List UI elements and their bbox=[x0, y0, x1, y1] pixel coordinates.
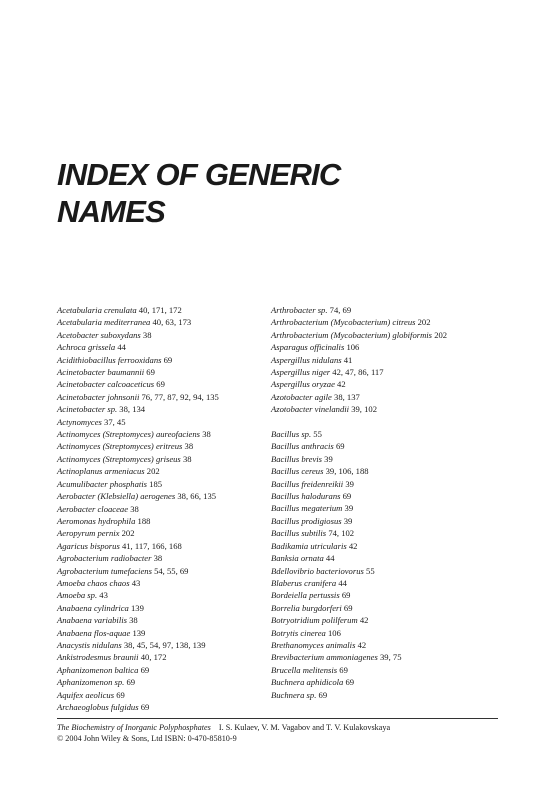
index-entry bbox=[57, 478, 267, 490]
entry-name: Badikamia utricularis bbox=[271, 540, 347, 551]
entry-pages: 74, 69 bbox=[329, 305, 352, 315]
index-entry bbox=[57, 490, 267, 502]
index-entry bbox=[271, 527, 496, 539]
entry-pages: 139 bbox=[131, 602, 144, 613]
entry-pages: 69 bbox=[335, 441, 345, 452]
footer-copyright: © 2004 John Wiley & Sons, Ltd ISBN: 0-470-85810-9 bbox=[57, 734, 237, 743]
index-entry bbox=[57, 614, 267, 626]
entry-pages: 44 bbox=[338, 577, 347, 588]
entry-pages: 39 bbox=[343, 515, 353, 526]
index-entry bbox=[271, 354, 496, 366]
entry-pages: 40, 63, 173 bbox=[152, 317, 192, 328]
entry-pages: 202 bbox=[417, 317, 431, 328]
index-entry bbox=[271, 316, 496, 328]
entry-name: Borrelia burgdorferi bbox=[271, 602, 342, 613]
entry-name: Agaricus bisporus bbox=[57, 540, 120, 551]
index-entry bbox=[57, 527, 267, 539]
entry-name: Bdellovibrio bacteriovorus bbox=[271, 565, 364, 576]
entry-name: Actinoplanus armeniacus bbox=[57, 466, 145, 477]
index-entry bbox=[57, 354, 267, 366]
index-entry bbox=[271, 540, 496, 552]
entry-pages: 69 bbox=[343, 602, 353, 613]
index-entry bbox=[271, 465, 496, 477]
entry-pages: 69 bbox=[126, 677, 136, 688]
index-entry bbox=[57, 639, 267, 651]
index-entry bbox=[57, 651, 267, 663]
entry-name: Acinetobacter calcoaceticus bbox=[57, 379, 155, 390]
index-entry bbox=[57, 701, 267, 713]
index-entry bbox=[271, 453, 496, 465]
entry-name: Amoeba chaos chaos bbox=[57, 577, 130, 588]
entry-pages: 39 bbox=[345, 478, 354, 489]
index-entry bbox=[57, 540, 267, 552]
entry-pages: 55 bbox=[313, 429, 322, 440]
index-entry bbox=[57, 378, 267, 390]
index-entry bbox=[57, 664, 267, 676]
entry-pages: 38 bbox=[142, 329, 152, 340]
entry-name: Anabaena flos-aquae bbox=[57, 627, 131, 638]
page-title-line-2: NAMES bbox=[57, 194, 165, 229]
index-entry bbox=[271, 515, 496, 527]
entry-name: Aphanizomenon baltica bbox=[57, 664, 139, 675]
entry-pages: 38 bbox=[202, 429, 211, 440]
entry-pages: 38, 66, 135 bbox=[177, 491, 217, 502]
entry-pages: 39 bbox=[344, 503, 354, 514]
entry-pages: 202 bbox=[434, 329, 448, 340]
entry-pages: 42 bbox=[357, 639, 367, 650]
index-entry bbox=[57, 316, 267, 328]
index-entry bbox=[271, 589, 496, 601]
entry-pages: 106 bbox=[327, 627, 341, 638]
entry-pages: 74, 102 bbox=[328, 528, 355, 539]
index-entry bbox=[57, 403, 267, 415]
entry-name: Acetabularia crenulata bbox=[57, 305, 137, 315]
entry-name: Actinomyces (Streptomyces) eritreus bbox=[57, 441, 183, 452]
entry-pages: 69 bbox=[116, 689, 125, 700]
entry-name: Aeropyrum pernix bbox=[57, 528, 120, 539]
entry-pages: 69 bbox=[318, 689, 328, 700]
entry-pages: 38, 134 bbox=[119, 404, 146, 415]
entry-pages: 69 bbox=[140, 664, 150, 675]
index-entry bbox=[57, 503, 267, 515]
entry-pages: 38 bbox=[130, 503, 139, 514]
index-entry bbox=[57, 465, 267, 477]
entry-name: Aspergillus niger bbox=[271, 367, 331, 378]
page-footer bbox=[57, 722, 390, 744]
entry-name: Aeromonas hydrophila bbox=[57, 515, 136, 526]
entry-pages: 202 bbox=[146, 466, 160, 477]
entry-name: Agrobacterium radiobacter bbox=[57, 553, 152, 564]
entry-name: Aspergillus nidulans bbox=[271, 354, 342, 365]
index-entry bbox=[57, 391, 267, 403]
index-entry bbox=[271, 565, 496, 577]
entry-pages: 54, 55, 69 bbox=[154, 565, 189, 576]
entry-pages: 38, 137 bbox=[334, 391, 360, 402]
entry-pages: 42 bbox=[337, 379, 346, 390]
entry-pages: 44 bbox=[117, 342, 126, 353]
entry-pages: 40, 171, 172 bbox=[138, 305, 182, 315]
index-entry bbox=[271, 478, 496, 490]
entry-pages: 69 bbox=[140, 702, 150, 712]
entry-pages: 38, 45, 54, 97, 138, 139 bbox=[123, 639, 206, 650]
entry-name: Azotobacter agile bbox=[271, 391, 332, 402]
entry-name: Acetabularia mediterranea bbox=[57, 317, 151, 328]
entry-name: Acinetobacter baumannii bbox=[57, 367, 145, 378]
entry-pages: 42 bbox=[348, 540, 358, 551]
index-entry bbox=[57, 577, 267, 589]
page-title-line-1: INDEX OF GENERIC bbox=[57, 157, 341, 192]
index-entry bbox=[57, 515, 267, 527]
index-entry bbox=[271, 329, 496, 341]
entry-pages: 69 bbox=[163, 354, 173, 365]
entry-name: Bacillus megaterium bbox=[271, 503, 343, 514]
entry-pages: 39, 102 bbox=[351, 404, 377, 415]
entry-pages: 69 bbox=[156, 379, 165, 390]
entry-name: Acidithiobacillus ferrooxidans bbox=[57, 354, 162, 365]
entry-name: Ankistrodesmus braunii bbox=[57, 652, 139, 663]
index-entry bbox=[271, 391, 496, 403]
index-column-right bbox=[271, 304, 496, 701]
entry-name: Aerobacter cloaceae bbox=[57, 503, 129, 514]
page-title bbox=[57, 156, 340, 230]
entry-name: Amoeba sp. bbox=[57, 590, 98, 601]
entry-name: Bacillus sp. bbox=[271, 429, 312, 440]
entry-pages: 188 bbox=[137, 515, 151, 526]
index-entry bbox=[57, 453, 267, 465]
index-entry bbox=[271, 440, 496, 452]
index-entry bbox=[57, 676, 267, 688]
entry-pages: 185 bbox=[149, 478, 163, 489]
entry-pages: 42 bbox=[359, 615, 369, 626]
entry-name: Botrytis cinerea bbox=[271, 627, 326, 638]
entry-pages: 76, 77, 87, 92, 94, 135 bbox=[141, 391, 219, 402]
entry-name: Acetobacter suboxydans bbox=[57, 329, 141, 340]
index-entry bbox=[271, 341, 496, 353]
entry-pages: 69 bbox=[146, 367, 155, 378]
index-entry bbox=[271, 552, 496, 564]
entry-pages: 41 bbox=[343, 354, 353, 365]
entry-name: Botryotridium polilferum bbox=[271, 615, 358, 626]
entry-pages: 38 bbox=[182, 453, 192, 464]
entry-name: Actynomyces bbox=[57, 416, 102, 427]
entry-pages: 55 bbox=[366, 565, 375, 576]
entry-name: Asparagus officinalis bbox=[271, 342, 345, 353]
index-entry bbox=[57, 428, 267, 440]
entry-pages: 42, 47, 86, 117 bbox=[332, 367, 384, 378]
entry-name: Bacillus cereus bbox=[271, 466, 324, 477]
index-entry bbox=[57, 341, 267, 353]
entry-pages: 39, 75 bbox=[380, 652, 402, 663]
entry-name: Brucella melitensis bbox=[271, 664, 338, 675]
entry-name: Aerobacter (Klebsiella) aerogenes bbox=[57, 491, 176, 502]
entry-pages: 39 bbox=[324, 453, 333, 464]
index-entry bbox=[57, 440, 267, 452]
index-entry bbox=[271, 689, 496, 701]
index-entry bbox=[57, 366, 267, 378]
entry-name: Buchnera aphidicola bbox=[271, 677, 344, 688]
index-entry bbox=[271, 428, 496, 440]
entry-name: Acinetobacter johnsonii bbox=[57, 391, 140, 402]
entry-name: Aquifex aeolicus bbox=[57, 689, 115, 700]
entry-name: Bordeiella pertussis bbox=[271, 590, 340, 601]
entry-name: Aphanizomenon sp. bbox=[57, 677, 125, 688]
entry-name: Bacillus subtilis bbox=[271, 528, 327, 539]
index-entry bbox=[57, 565, 267, 577]
entry-name: Acinetobacter sp. bbox=[57, 404, 118, 415]
entry-pages: 69 bbox=[339, 664, 348, 675]
entry-pages: 69 bbox=[345, 677, 355, 688]
entry-name: Aspergillus oryzae bbox=[271, 379, 335, 390]
index-entry bbox=[271, 664, 496, 676]
entry-pages: 69 bbox=[341, 590, 351, 601]
index-entry bbox=[271, 614, 496, 626]
entry-name: Brevibacterium ammoniagenes bbox=[271, 652, 378, 663]
index-entry bbox=[271, 502, 496, 514]
entry-pages: 41, 117, 166, 168 bbox=[121, 540, 182, 551]
entry-name: Agrobacterium tumefaciens bbox=[57, 565, 152, 576]
index-entry bbox=[271, 602, 496, 614]
index-entry bbox=[271, 304, 496, 316]
index-entry bbox=[271, 378, 496, 390]
entry-pages: 44 bbox=[325, 553, 335, 564]
entry-pages: 106 bbox=[346, 342, 360, 353]
entry-name: Banksia ornata bbox=[271, 553, 324, 564]
index-entry bbox=[271, 577, 496, 589]
entry-name: Archaeoglobus fulgidus bbox=[57, 702, 139, 712]
entry-name: Bacillus halodurans bbox=[271, 491, 341, 502]
index-entry bbox=[57, 552, 267, 564]
entry-pages: 69 bbox=[342, 491, 352, 502]
entry-name: Actinomyces (Streptomyces) aureofaciens bbox=[57, 429, 201, 440]
index-entry bbox=[271, 676, 496, 688]
index-entry bbox=[271, 651, 496, 663]
entry-name: Anacystis nidulans bbox=[57, 639, 122, 650]
entry-name: Anabaena cylindrica bbox=[57, 602, 129, 613]
entry-name: Azotobacter vinelandii bbox=[271, 404, 350, 415]
entry-pages: 38 bbox=[153, 553, 163, 564]
entry-name: Actinomyces (Streptomyces) griseus bbox=[57, 453, 181, 464]
entry-pages: 202 bbox=[121, 528, 135, 539]
entry-pages: 40, 172 bbox=[140, 652, 167, 663]
entry-name: Bacillus anthracis bbox=[271, 441, 334, 452]
index-entry bbox=[57, 416, 267, 428]
footer-book-title: The Biochemistry of Inorganic Polyphosphates bbox=[57, 723, 211, 732]
entry-name: Bacillus freidenreikii bbox=[271, 478, 344, 489]
index-entry bbox=[57, 689, 267, 701]
index-column-left bbox=[57, 304, 267, 713]
index-entry bbox=[271, 490, 496, 502]
index-entry bbox=[271, 403, 496, 415]
index-entry bbox=[57, 602, 267, 614]
footer-divider bbox=[57, 718, 498, 719]
entry-pages: 43 bbox=[131, 577, 141, 588]
entry-pages: 38 bbox=[129, 615, 138, 626]
entry-pages: 37, 45 bbox=[104, 416, 126, 427]
index-entry bbox=[271, 639, 496, 651]
footer-authors: I. S. Kulaev, V. M. Vagabov and T. V. Kulakovskaya bbox=[218, 723, 391, 732]
entry-pages: 38 bbox=[184, 441, 194, 452]
entry-pages: 43 bbox=[99, 590, 108, 601]
entry-pages: 39, 106, 188 bbox=[325, 466, 369, 477]
entry-name: Bacillus prodigiosus bbox=[271, 515, 342, 526]
group-spacer bbox=[271, 416, 496, 428]
entry-name: Achroca grissela bbox=[57, 342, 116, 353]
entry-name: Arthrobacterium (Mycobacterium) citreus bbox=[271, 317, 416, 328]
index-entry bbox=[57, 329, 267, 341]
entry-pages: 139 bbox=[132, 627, 146, 638]
entry-name: Brethanomyces animalis bbox=[271, 639, 356, 650]
index-entry bbox=[57, 627, 267, 639]
footer-citation bbox=[57, 722, 390, 733]
index-group-a bbox=[271, 304, 496, 416]
entry-name: Arthrobacter sp. bbox=[271, 305, 328, 315]
entry-name: Anabaena variabilis bbox=[57, 615, 127, 626]
index-entry bbox=[57, 589, 267, 601]
entry-name: Buchnera sp. bbox=[271, 689, 317, 700]
index-entry bbox=[271, 366, 496, 378]
index-entry bbox=[271, 627, 496, 639]
index-entry bbox=[57, 304, 267, 316]
entry-name: Arthrobacterium (Mycobacterium) globiformis bbox=[271, 329, 433, 340]
entry-name: Blaberus cranifera bbox=[271, 577, 337, 588]
entry-name: Bacillus brevis bbox=[271, 453, 322, 464]
entry-name: Acumulibacter phosphatis bbox=[57, 478, 147, 489]
index-group-b bbox=[271, 428, 496, 701]
